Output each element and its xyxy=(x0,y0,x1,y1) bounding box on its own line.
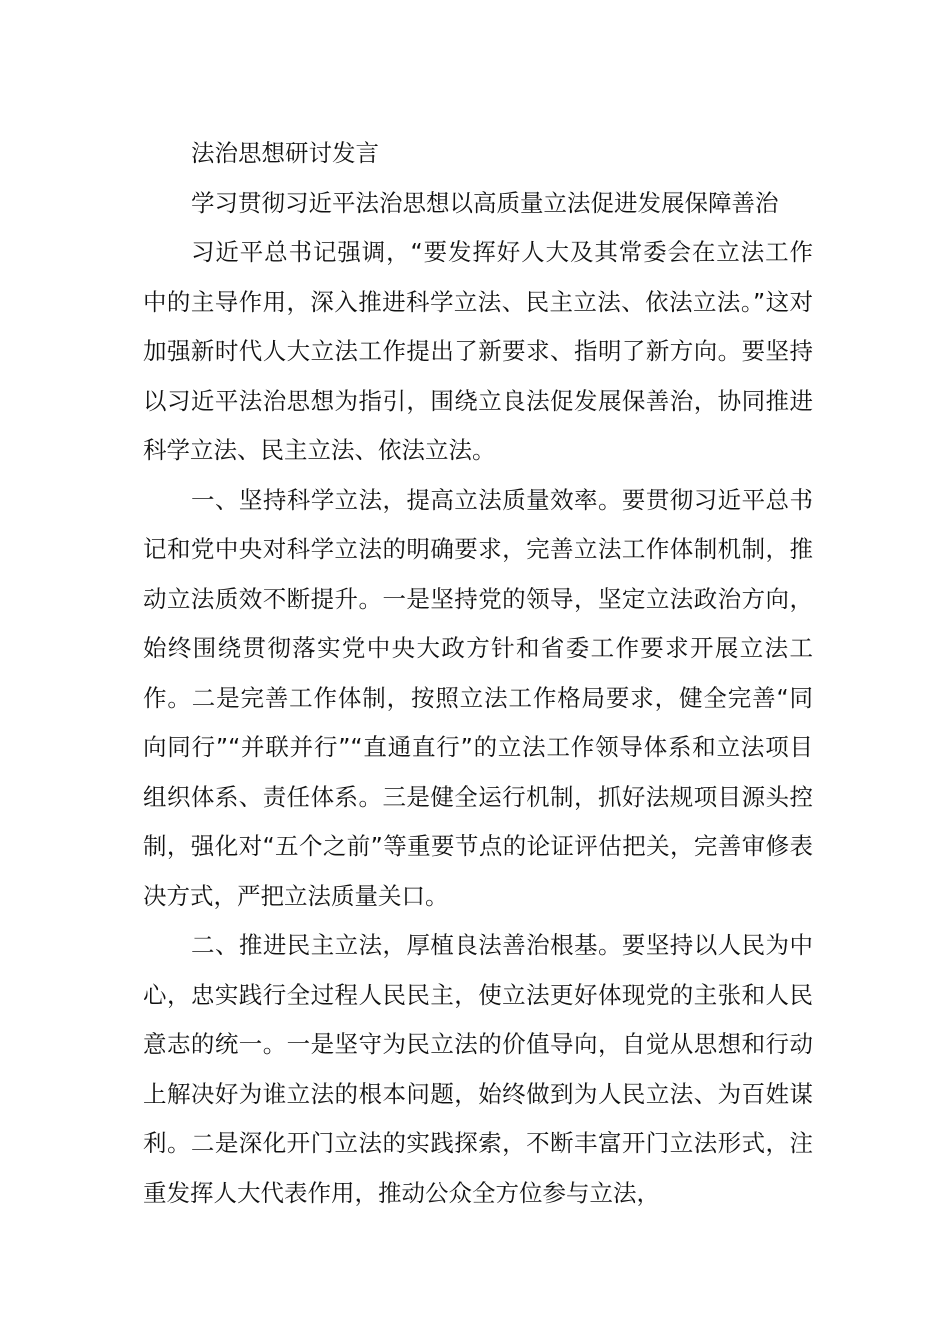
document-body xyxy=(143,129,813,1218)
document-subtitle: 学习贯彻习近平法治思想以高质量立法促进发展保障善治 xyxy=(191,188,779,217)
document-title: 法治思想研讨发言 xyxy=(191,139,379,167)
body-paragraph-2: 一、坚持科学立法，提高立法质量效率。要贯彻习近平总书记和党中央对科学立法的明确要求，完善立法工作体制机制，推动立法质效不断提升。一是坚持党的领导，坚定立法政治方向，始终围绕贯彻落实党中央大政方针和省委工作要求开展立法工作。二是完善工作体制，按照立法工作格局要求，健全完善“同向同行”“并联并行”“直通直行”的立法工作领导体系和立法项目组织体系、责任体系。三是健全运行机制，抓好法规项目源头控制，强化对“五个之前”等重要节点的论证评估把关，完善审修表决方式，严把立法质量关口。 xyxy=(143,485,813,910)
body-paragraph-1: 习近平总书记强调，“要发挥好人大及其常委会在立法工作中的主导作用，深入推进科学立法、民主立法、依法立法。”这对加强新时代人大立法工作提出了新要求、指明了新方向。要坚持以习近平法治思想为指引，围绕立良法促发展保善治，协同推进科学立法、民主立法、依法立法。 xyxy=(143,238,813,464)
body-paragraph-3: 二、推进民主立法，厚植良法善治根基。要坚持以人民为中心，忠实践行全过程人民民主，使立法更好体现党的主张和人民意志的统一。一是坚守为民立法的价值导向，自觉从思想和行动上解决好为谁立法的根本问题，始终做到为人民立法、为百姓谋利。二是深化开门立法的实践探索，不断丰富开门立法形式，注重发挥人大代表作用，推动公众全方位参与立法， xyxy=(143,931,813,1207)
